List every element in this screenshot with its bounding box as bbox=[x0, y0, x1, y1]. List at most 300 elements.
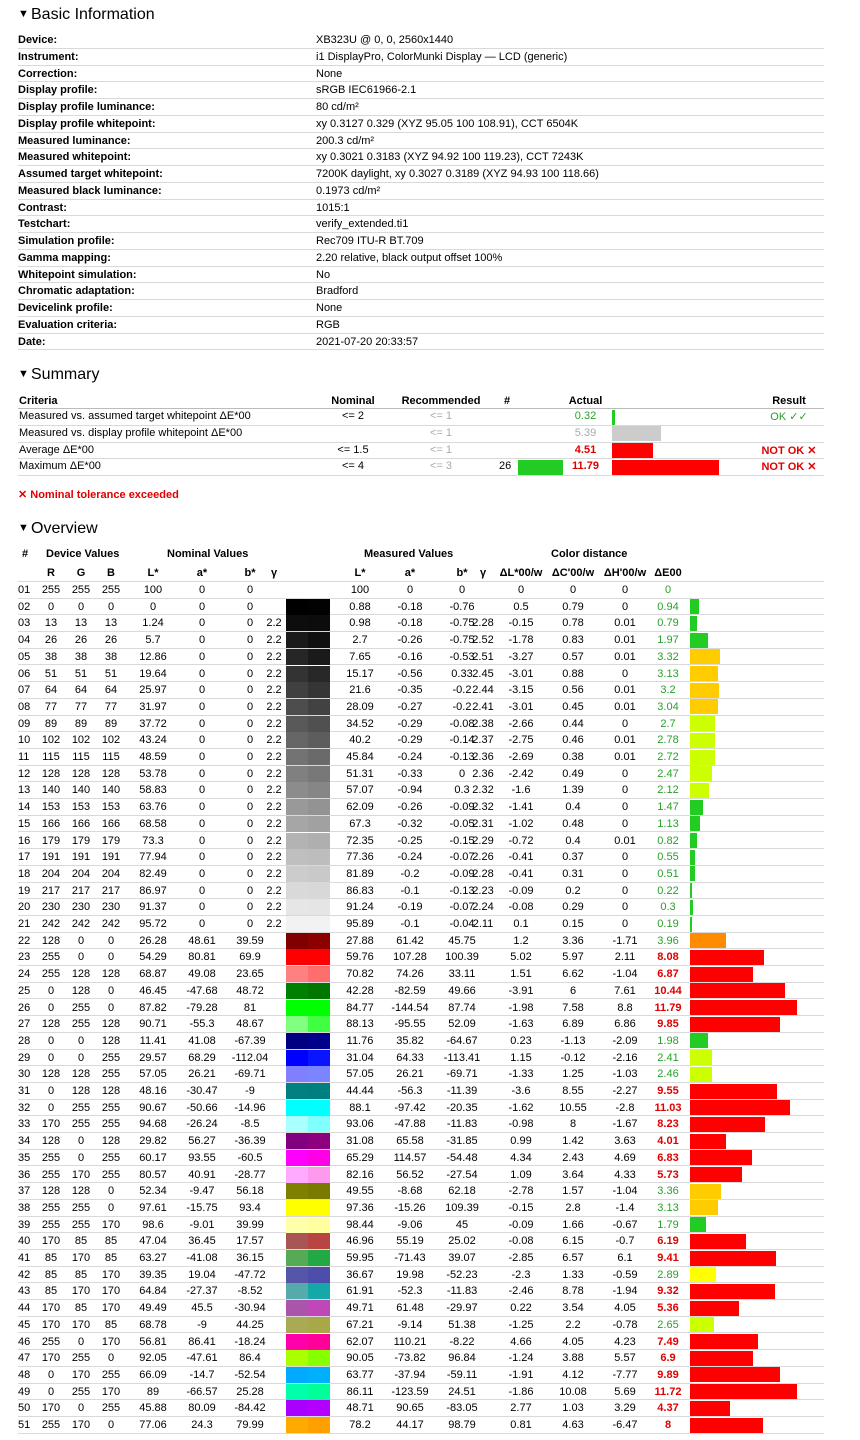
delta-e-bar bbox=[690, 1284, 775, 1299]
nominal-color-swatch bbox=[286, 766, 308, 782]
info-row bbox=[18, 183, 824, 200]
collapse-triangle-icon[interactable]: ▼ bbox=[18, 8, 29, 20]
cell-meas-l: 88.1 bbox=[349, 1101, 371, 1114]
nominal-color-swatch bbox=[286, 1100, 308, 1116]
cell-nom-b: 0 bbox=[246, 884, 254, 897]
delta-e-bar bbox=[690, 1234, 746, 1249]
cell-nom-b: 0 bbox=[246, 717, 254, 730]
measured-color-swatch bbox=[308, 749, 330, 765]
cell-meas-b: 39.07 bbox=[448, 1252, 476, 1264]
cell-delta-l: 0.23 bbox=[510, 1034, 532, 1047]
cell-meas-b: 51.38 bbox=[448, 1318, 476, 1331]
measured-color-swatch bbox=[308, 732, 330, 748]
nominal-color-swatch bbox=[286, 582, 308, 598]
measured-color-swatch bbox=[308, 632, 330, 648]
cell-meas-a: -15.26 bbox=[394, 1201, 426, 1214]
table-row bbox=[18, 1317, 824, 1334]
cell-num: 46 bbox=[18, 1335, 31, 1348]
cell-delta-e: 6.9 bbox=[660, 1352, 676, 1365]
cell-r: 191 bbox=[41, 851, 61, 864]
nominal-color-swatch bbox=[286, 716, 308, 732]
table-row bbox=[18, 1016, 824, 1033]
cell-nom-a: 0 bbox=[198, 867, 206, 880]
cell-nom-a: -66.57 bbox=[186, 1385, 218, 1398]
cell-meas-b: -0.2 bbox=[452, 700, 472, 713]
nominal-color-swatch bbox=[286, 1267, 308, 1283]
cell-r: 0 bbox=[47, 1385, 55, 1398]
cell-g: 128 bbox=[71, 1185, 91, 1198]
cell-meas-a: -0.56 bbox=[397, 667, 423, 680]
info-row bbox=[18, 99, 824, 116]
cell-r: 170 bbox=[41, 1402, 61, 1415]
cell-nom-a: 0 bbox=[198, 650, 206, 663]
cell-nom-b: 36.15 bbox=[236, 1252, 264, 1264]
cell-delta-h: 4.69 bbox=[614, 1151, 636, 1164]
cell-nom-b: 48.72 bbox=[236, 984, 264, 997]
cell-delta-h: 8.8 bbox=[617, 1001, 633, 1014]
cell-delta-h: 0 bbox=[621, 767, 629, 780]
cell-r: 85 bbox=[44, 1252, 58, 1264]
cell-meas-a: -82.59 bbox=[394, 984, 426, 997]
cell-num: 08 bbox=[18, 700, 31, 713]
cell-g: 153 bbox=[71, 801, 91, 814]
info-row bbox=[18, 216, 824, 233]
delta-e-bar bbox=[690, 716, 715, 731]
table-row bbox=[18, 1133, 824, 1150]
cell-delta-e: 6.19 bbox=[657, 1235, 679, 1248]
nominal-cell: <= 1.5 bbox=[337, 443, 369, 456]
table-row bbox=[18, 866, 824, 883]
col-header-nom-a: a* bbox=[196, 567, 208, 579]
cell-meas-l: 21.6 bbox=[349, 684, 371, 697]
nominal-color-swatch bbox=[286, 1033, 308, 1049]
delta-e-bar bbox=[690, 1217, 706, 1232]
cell-meas-l: 81.89 bbox=[346, 867, 374, 880]
actual-bar bbox=[612, 410, 615, 425]
cell-delta-l: -1.63 bbox=[508, 1018, 534, 1031]
info-label: Testchart: bbox=[18, 218, 71, 231]
cell-num: 35 bbox=[18, 1151, 31, 1164]
cell-b: 170 bbox=[101, 1335, 121, 1348]
cell-nom-b: 0 bbox=[246, 817, 254, 830]
info-label: Correction: bbox=[18, 67, 78, 80]
cell-r: 255 bbox=[41, 1151, 61, 1164]
cell-r: 255 bbox=[41, 1419, 61, 1431]
cell-delta-e: 10.44 bbox=[654, 984, 682, 997]
cell-g: 0 bbox=[77, 934, 85, 947]
cell-delta-c: 7.58 bbox=[562, 1001, 584, 1014]
cell-delta-c: 10.08 bbox=[559, 1385, 587, 1398]
cell-nom-a: -14.7 bbox=[189, 1368, 215, 1381]
cell-num: 04 bbox=[18, 634, 31, 647]
table-row bbox=[18, 1100, 824, 1117]
cell-delta-h: 5.69 bbox=[614, 1385, 636, 1398]
cell-delta-l: -2.69 bbox=[508, 751, 534, 763]
table-row bbox=[18, 933, 824, 950]
cell-delta-e: 0.94 bbox=[657, 600, 679, 613]
nominal-color-swatch bbox=[286, 1400, 308, 1416]
cell-b: 0 bbox=[107, 1352, 115, 1365]
cell-nom-l: 48.16 bbox=[139, 1085, 167, 1097]
cell-nom-b: 0 bbox=[246, 650, 254, 663]
cell-r: 255 bbox=[41, 1201, 61, 1214]
cell-g: 85 bbox=[74, 1268, 88, 1281]
measured-color-swatch bbox=[308, 1016, 330, 1032]
cell-num: 34 bbox=[18, 1135, 31, 1148]
cell-nom-l: 12.86 bbox=[139, 650, 167, 663]
cell-delta-c: 0.88 bbox=[562, 667, 584, 680]
cell-num: 32 bbox=[18, 1101, 31, 1114]
cell-nom-a: 80.81 bbox=[188, 951, 216, 964]
cell-num: 20 bbox=[18, 901, 31, 914]
cell-delta-l: -2.66 bbox=[508, 717, 534, 730]
cell-delta-h: -2.09 bbox=[612, 1034, 638, 1047]
cell-r: 170 bbox=[41, 1318, 61, 1331]
cell-g: 0 bbox=[77, 1034, 85, 1047]
cell-nom-a: 0 bbox=[198, 834, 206, 847]
cell-meas-l: 86.11 bbox=[346, 1385, 374, 1398]
cell-meas-a: -47.88 bbox=[394, 1118, 426, 1131]
cell-nom-a: 40.91 bbox=[188, 1168, 216, 1181]
cell-b: 255 bbox=[101, 1051, 121, 1064]
measured-color-swatch bbox=[308, 1384, 330, 1400]
table-row bbox=[18, 682, 824, 699]
cell-b: 0 bbox=[107, 934, 115, 947]
cell-nom-a: -9.01 bbox=[189, 1218, 215, 1231]
measured-color-swatch bbox=[308, 849, 330, 865]
cell-delta-c: 8 bbox=[569, 1118, 577, 1131]
cell-r: 128 bbox=[41, 1185, 61, 1198]
actual-bar bbox=[612, 426, 661, 441]
nominal-color-swatch bbox=[286, 1066, 308, 1082]
delta-e-bar bbox=[690, 800, 703, 815]
measured-color-swatch bbox=[308, 766, 330, 782]
cell-num: 14 bbox=[18, 801, 31, 814]
cell-meas-b: 33.11 bbox=[448, 968, 476, 981]
cell-nom-gamma: 2.2 bbox=[266, 734, 282, 747]
cell-meas-b: 109.39 bbox=[445, 1201, 479, 1214]
cell-nom-b: 0 bbox=[246, 600, 254, 613]
result-status: NOT OK ✕ bbox=[761, 461, 817, 474]
cell-num: 28 bbox=[18, 1034, 31, 1047]
nominal-color-swatch bbox=[286, 1150, 308, 1166]
cell-g: 230 bbox=[71, 901, 91, 914]
cell-r: 153 bbox=[41, 801, 61, 814]
color-distance-header: Color distance bbox=[551, 548, 628, 560]
cell-nom-b: 39.99 bbox=[236, 1218, 264, 1231]
cell-g: 128 bbox=[71, 1085, 91, 1097]
measured-color-swatch bbox=[308, 1133, 330, 1149]
cell-nom-b: 0 bbox=[246, 584, 254, 596]
cell-meas-b: -0.09 bbox=[449, 867, 475, 880]
cell-meas-l: 0.98 bbox=[349, 617, 371, 630]
cell-meas-a: 65.58 bbox=[396, 1135, 424, 1148]
cell-delta-e: 9.41 bbox=[657, 1252, 679, 1264]
cell-delta-e: 2.89 bbox=[657, 1268, 679, 1281]
delta-e-bar bbox=[690, 900, 693, 915]
cell-delta-e: 3.13 bbox=[657, 1201, 679, 1214]
result-header: Result bbox=[772, 395, 806, 407]
cell-delta-h: 7.61 bbox=[614, 984, 636, 997]
cell-nom-b: 0 bbox=[246, 867, 254, 880]
cell-nom-l: 47.04 bbox=[139, 1235, 167, 1248]
cell-meas-b: 24.51 bbox=[448, 1385, 476, 1398]
cell-b: 0 bbox=[107, 600, 115, 613]
cell-delta-c: 0.29 bbox=[562, 901, 584, 914]
cell-r: 0 bbox=[47, 1001, 55, 1014]
cell-g: 0 bbox=[77, 951, 85, 964]
cell-nom-a: -30.47 bbox=[186, 1085, 218, 1097]
cell-delta-c: 1.42 bbox=[562, 1135, 584, 1148]
cell-delta-l: -1.25 bbox=[508, 1318, 534, 1331]
cell-delta-c: 6.62 bbox=[562, 968, 584, 981]
table-row bbox=[18, 649, 824, 666]
measured-color-swatch bbox=[308, 1250, 330, 1266]
table-row bbox=[18, 949, 824, 966]
col-header-meas-b: b* bbox=[456, 567, 468, 579]
cell-meas-l: 100 bbox=[350, 584, 370, 596]
table-row bbox=[18, 1033, 824, 1050]
cell-delta-e: 7.49 bbox=[657, 1335, 679, 1348]
section-title-basic-information[interactable] bbox=[18, 6, 155, 24]
cell-g: 255 bbox=[71, 1385, 91, 1398]
info-label: Gamma mapping: bbox=[18, 251, 111, 264]
cell-nom-gamma: 2.2 bbox=[266, 834, 282, 847]
recommended-cell: <= 3 bbox=[429, 460, 453, 473]
cell-nom-a: 36.45 bbox=[188, 1235, 216, 1248]
cell-meas-b: -29.97 bbox=[446, 1302, 478, 1315]
table-row bbox=[18, 1367, 824, 1384]
info-label: Chromatic adaptation: bbox=[18, 285, 135, 298]
cell-nom-a: -27.37 bbox=[186, 1285, 218, 1298]
cell-delta-h: -1.94 bbox=[612, 1285, 638, 1298]
nominal-color-swatch bbox=[286, 666, 308, 682]
info-label: Date: bbox=[18, 335, 46, 348]
cell-num: 40 bbox=[18, 1235, 31, 1248]
cell-meas-b: 96.84 bbox=[448, 1352, 476, 1365]
cell-nom-l: 5.7 bbox=[145, 634, 161, 647]
cell-r: 0 bbox=[47, 1101, 55, 1114]
measured-color-swatch bbox=[308, 582, 330, 598]
cell-g: 85 bbox=[74, 1235, 88, 1248]
measured-color-swatch bbox=[308, 1150, 330, 1166]
nominal-color-swatch bbox=[286, 1417, 308, 1433]
cell-nom-b: 69.9 bbox=[239, 951, 261, 964]
cell-delta-e: 11.79 bbox=[654, 1001, 682, 1014]
cell-meas-b: 25.02 bbox=[448, 1235, 476, 1248]
delta-e-bar bbox=[690, 683, 719, 698]
cell-b: 140 bbox=[101, 784, 121, 797]
cell-meas-a: 56.52 bbox=[396, 1168, 424, 1181]
cell-meas-b: 0 bbox=[458, 584, 466, 596]
cell-nom-b: 0 bbox=[246, 801, 254, 814]
collapse-triangle-icon[interactable]: ▼ bbox=[18, 368, 29, 380]
cell-r: 170 bbox=[41, 1302, 61, 1315]
nominal-color-swatch bbox=[286, 883, 308, 899]
cell-nom-b: -60.5 bbox=[237, 1151, 263, 1164]
cell-meas-b: -69.71 bbox=[446, 1068, 478, 1081]
table-row bbox=[18, 582, 824, 599]
delta-e-bar bbox=[690, 1301, 739, 1316]
cell-meas-a: -0.16 bbox=[397, 650, 423, 663]
cell-nom-a: 0 bbox=[198, 901, 206, 914]
delta-e-bar bbox=[690, 816, 700, 831]
cell-b: 115 bbox=[102, 751, 120, 763]
cell-meas-b: 0 bbox=[458, 767, 466, 780]
delta-e-bar bbox=[690, 1418, 763, 1433]
table-row bbox=[18, 1417, 824, 1434]
cell-nom-gamma: 2.2 bbox=[266, 717, 282, 730]
measured-color-swatch bbox=[308, 716, 330, 732]
cell-g: 89 bbox=[74, 717, 88, 730]
delta-e-bar bbox=[690, 699, 718, 714]
cell-delta-l: -1.6 bbox=[511, 784, 531, 797]
cell-b: 170 bbox=[101, 1218, 121, 1231]
info-value: None bbox=[316, 302, 343, 314]
cell-meas-gamma: 2.51 bbox=[472, 650, 494, 663]
cell-b: 170 bbox=[101, 1268, 121, 1281]
col-header-g: G bbox=[76, 567, 86, 579]
info-value: xy 0.3021 0.3183 (XYZ 94.92 100 119.23), CCT 7243K bbox=[316, 151, 584, 164]
cell-nom-a: -47.68 bbox=[186, 984, 218, 997]
cell-meas-l: 44.44 bbox=[346, 1085, 374, 1097]
cell-delta-h: 6.1 bbox=[617, 1252, 633, 1264]
cell-num: 07 bbox=[18, 684, 31, 697]
info-value: Rec709 ITU-R BT.709 bbox=[316, 235, 424, 247]
collapse-triangle-icon[interactable]: ▼ bbox=[18, 522, 29, 534]
cell-delta-l: 0.5 bbox=[513, 600, 529, 613]
cell-meas-a: 61.42 bbox=[396, 934, 424, 947]
nominal-color-swatch bbox=[286, 849, 308, 865]
cell-g: 170 bbox=[71, 1285, 91, 1298]
cell-g: 26 bbox=[74, 634, 88, 647]
cell-num: 16 bbox=[18, 834, 31, 847]
cell-meas-a: -8.68 bbox=[397, 1185, 423, 1198]
cell-num: 44 bbox=[18, 1302, 31, 1315]
info-value: RGB bbox=[316, 318, 340, 331]
delta-e-bar bbox=[690, 883, 692, 898]
cell-delta-h: -1.03 bbox=[612, 1068, 638, 1081]
delta-e-bar bbox=[690, 933, 726, 948]
measured-color-swatch bbox=[308, 782, 330, 798]
cell-delta-c: 0.31 bbox=[562, 867, 584, 880]
cell-meas-gamma: 2.36 bbox=[472, 751, 494, 763]
info-value: 2021-07-20 20:33:57 bbox=[316, 335, 419, 348]
cell-meas-a: -56.3 bbox=[397, 1085, 423, 1097]
table-row bbox=[18, 1400, 824, 1417]
col-header-meas-a: a* bbox=[404, 567, 416, 579]
cell-nom-b: 56.18 bbox=[236, 1185, 264, 1198]
cell-delta-e: 9.85 bbox=[657, 1018, 679, 1031]
cell-g: 255 bbox=[71, 1101, 91, 1114]
cell-meas-l: 67.3 bbox=[349, 817, 371, 830]
nominal-color-swatch bbox=[286, 1217, 308, 1233]
cell-delta-l: -1.78 bbox=[508, 634, 534, 647]
section-title-summary[interactable] bbox=[18, 366, 99, 384]
cell-b: 26 bbox=[104, 634, 118, 647]
cell-delta-c: 6.89 bbox=[562, 1018, 584, 1031]
cell-meas-a: 35.82 bbox=[396, 1034, 424, 1047]
cell-b: 191 bbox=[101, 851, 121, 864]
cell-delta-l: 0.22 bbox=[510, 1302, 532, 1315]
cell-b: 153 bbox=[101, 801, 121, 814]
section-title-overview[interactable] bbox=[18, 520, 98, 538]
cell-g: 170 bbox=[71, 1368, 91, 1381]
cell-num: 49 bbox=[18, 1385, 31, 1398]
table-row bbox=[18, 632, 824, 649]
cell-meas-gamma: 2.29 bbox=[472, 834, 494, 847]
measured-color-swatch bbox=[308, 1167, 330, 1183]
cell-r: 128 bbox=[41, 1068, 61, 1081]
cell-delta-e: 4.37 bbox=[657, 1402, 679, 1415]
measured-color-swatch bbox=[308, 682, 330, 698]
table-row bbox=[18, 966, 824, 983]
cell-g: 166 bbox=[71, 817, 91, 830]
cell-nom-l: 19.64 bbox=[139, 667, 167, 680]
nominal-color-swatch bbox=[286, 1000, 308, 1016]
cell-num: 12 bbox=[18, 767, 31, 780]
cell-nom-b: 0 bbox=[246, 901, 254, 914]
measured-color-swatch bbox=[308, 1417, 330, 1433]
cell-b: 51 bbox=[104, 667, 118, 680]
table-row bbox=[18, 1116, 824, 1133]
cell-r: 128 bbox=[41, 767, 61, 780]
cell-nom-a: -41.08 bbox=[186, 1252, 218, 1264]
measured-color-swatch bbox=[308, 699, 330, 715]
cell-delta-l: -0.15 bbox=[508, 1201, 534, 1214]
cell-nom-gamma: 2.2 bbox=[266, 867, 282, 880]
cell-nom-l: 39.35 bbox=[139, 1268, 167, 1281]
nominal-color-swatch bbox=[286, 1116, 308, 1132]
cell-meas-l: 57.07 bbox=[346, 784, 374, 797]
cell-meas-a: -52.3 bbox=[397, 1285, 423, 1298]
cell-delta-e: 2.46 bbox=[657, 1068, 679, 1081]
cell-meas-gamma: 2.45 bbox=[472, 667, 494, 680]
cell-nom-gamma: 2.2 bbox=[266, 817, 282, 830]
cell-num: 37 bbox=[18, 1185, 31, 1198]
table-row bbox=[18, 1384, 824, 1401]
cell-meas-a: -97.42 bbox=[394, 1101, 426, 1114]
cell-nom-a: 0 bbox=[198, 667, 206, 680]
cell-delta-l: 5.02 bbox=[510, 951, 532, 964]
device-values-header: Device Values bbox=[46, 548, 120, 560]
cell-delta-h: 3.29 bbox=[614, 1402, 636, 1415]
summary-row bbox=[18, 459, 824, 476]
cell-r: 140 bbox=[41, 784, 61, 797]
cell-num: 15 bbox=[18, 817, 31, 830]
table-row bbox=[18, 916, 824, 933]
cell-meas-b: -0.07 bbox=[449, 901, 475, 914]
cell-meas-l: 31.04 bbox=[346, 1051, 374, 1064]
cell-meas-l: 98.44 bbox=[346, 1218, 374, 1231]
cell-num: 27 bbox=[18, 1018, 31, 1031]
cell-nom-l: 46.45 bbox=[139, 984, 167, 997]
cell-g: 0 bbox=[77, 1335, 85, 1348]
cell-nom-a: 45.5 bbox=[191, 1302, 213, 1315]
info-value: i1 DisplayPro, ColorMunki Display — LCD (generic) bbox=[316, 50, 568, 63]
cell-b: 128 bbox=[101, 1085, 121, 1097]
cell-delta-e: 4.01 bbox=[657, 1135, 679, 1148]
col-header-delta-l: ΔL*00/w bbox=[499, 567, 543, 579]
measured-color-swatch bbox=[308, 916, 330, 932]
nominal-color-swatch bbox=[286, 1133, 308, 1149]
table-row bbox=[18, 1267, 824, 1284]
info-row bbox=[18, 283, 824, 300]
cell-meas-b: 49.66 bbox=[448, 984, 476, 997]
nominal-color-swatch bbox=[286, 1183, 308, 1199]
cell-delta-l: 1.51 bbox=[510, 968, 532, 981]
nominal-color-swatch bbox=[286, 1250, 308, 1266]
